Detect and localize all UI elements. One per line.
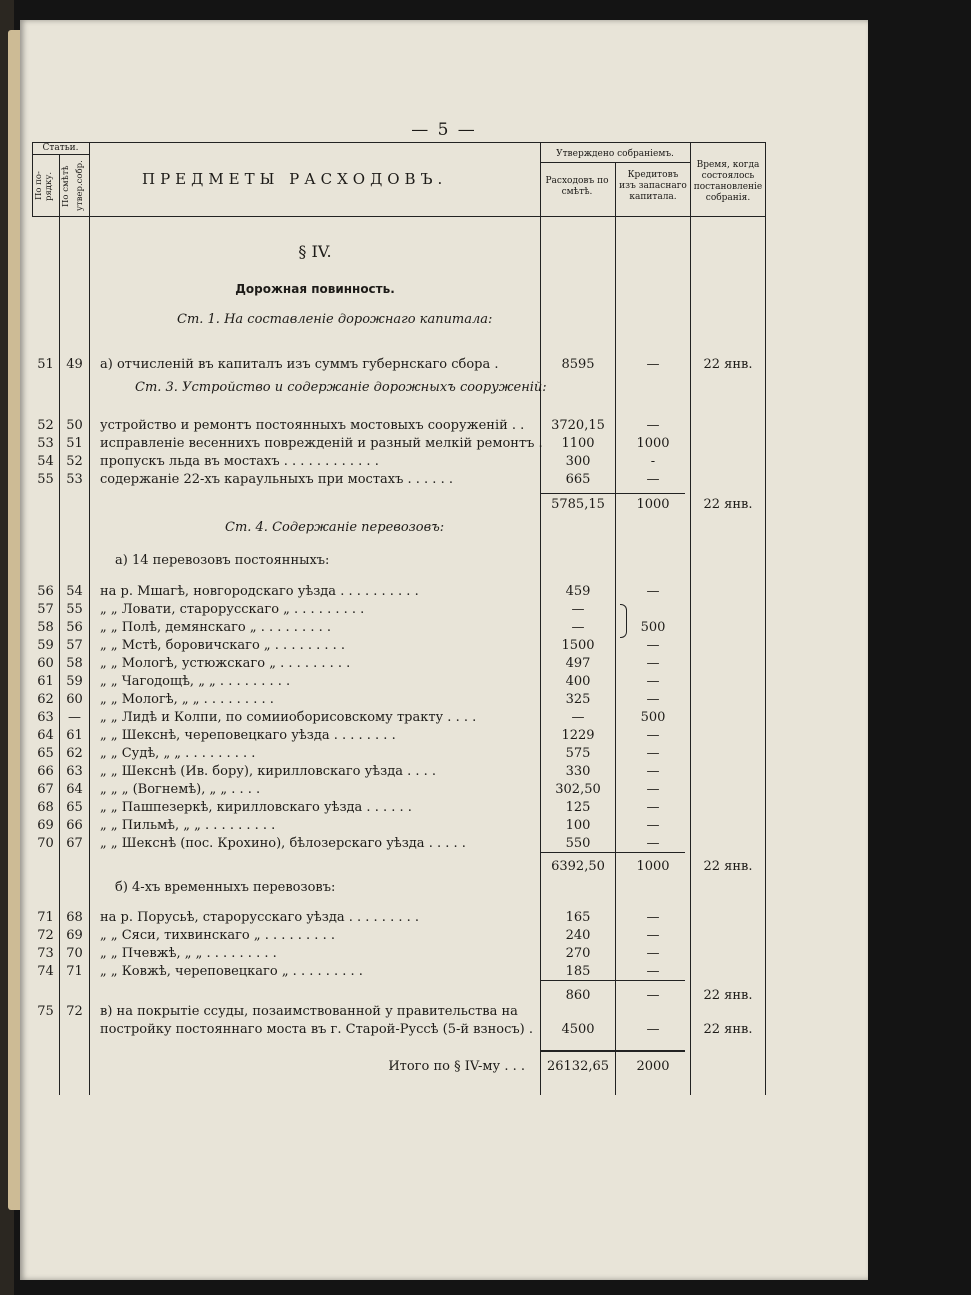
row-num-order: 62 [37, 692, 54, 707]
section-subtitle: Дорожная повинность. [235, 282, 395, 296]
row-amount: 1500 [561, 638, 595, 653]
row-description: „ „ Чагодощѣ, „ „ . . . . . . . . . [100, 674, 291, 689]
row-credit: 500 [640, 620, 666, 635]
row-description: „ „ Сяси, тихвинскаго „ . . . . . . . . . [100, 928, 335, 943]
row-num-estimate: 71 [66, 964, 83, 979]
header-kreditov: Кредитовъ изъ запаснаго капитала. [619, 170, 687, 202]
row-num-order: 73 [37, 946, 54, 961]
row-description: устройство и ремонтъ постоянныхъ мостовыхъ сооруженiй . . [100, 418, 525, 433]
subtotal-rule-2 [540, 852, 685, 853]
row-date: 22 янв. [703, 1022, 753, 1037]
row-amount: 185 [565, 964, 591, 979]
row-description: „ „ Пильмѣ, „ „ . . . . . . . . . [100, 818, 276, 833]
row-credit: — [646, 584, 660, 599]
row-num-order: 58 [37, 620, 54, 635]
row-amount: 270 [565, 946, 591, 961]
row-num-order: 69 [37, 818, 54, 833]
row-description: „ „ Ловати, старорусскаго „ . . . . . . . . . [100, 602, 365, 617]
row-date: 22 янв. [703, 497, 753, 512]
row-amount: 3720,15 [551, 418, 605, 433]
row-amount: 575 [565, 746, 591, 761]
row-description: на р. Мшагѣ, новгородскаго уѣзда . . . . . . . . . . [100, 584, 419, 599]
header-stati: Статьи. [42, 143, 79, 153]
table-right-rule [765, 142, 766, 1095]
row-credit: — [646, 764, 660, 779]
st1-heading: Ст. 1. На составленiе дорожнаго капитала: [177, 312, 493, 327]
header-po-smete: По смѣтѣ [61, 165, 71, 207]
row-date: 22 янв. [703, 859, 753, 874]
row-description: пропускъ льда въ мостахъ . . . . . . . . . . . . [100, 454, 379, 469]
row-description: „ „ Мологѣ, устюжскаго „ . . . . . . . . . [100, 656, 351, 671]
row-credit: 500 [640, 710, 666, 725]
row-num-order: 66 [37, 764, 54, 779]
row-credit: — [646, 418, 660, 433]
row-credit: — [646, 638, 660, 653]
row-amount: 1229 [561, 728, 595, 743]
row-credit: 1000 [636, 436, 670, 451]
header-utverzhdeno: Утверждено собранiемъ. [556, 149, 674, 159]
row-credit: — [646, 946, 660, 961]
row-amount: 550 [565, 836, 591, 851]
row-num-estimate: 61 [66, 728, 83, 743]
row-num-order: 56 [37, 584, 54, 599]
row-num-order: 53 [37, 436, 54, 451]
row-description: в) на покрытiе ссуды, позаимствованной у правительства на [100, 1004, 518, 1019]
total-rule [540, 1050, 685, 1052]
row-amount: 497 [565, 656, 591, 671]
row-credit: — [646, 988, 660, 1003]
row-num-order: 52 [37, 418, 54, 433]
row-num-estimate: 65 [66, 800, 83, 815]
row-description: а) отчисленiй въ капиталъ изъ суммъ губернскаго сбора . [100, 357, 499, 372]
row-num-order: 71 [37, 910, 54, 925]
row-credit: — [646, 818, 660, 833]
header-title: ПРЕДМЕТЫ РАСХОДОВЪ. [142, 170, 448, 188]
row-num-order: 59 [37, 638, 54, 653]
row-amount: 400 [565, 674, 591, 689]
row-description: „ „ Ковжѣ, череповецкаго „ . . . . . . . . . [100, 964, 363, 979]
row-num-order: 54 [37, 454, 54, 469]
row-num-estimate: 49 [66, 357, 83, 372]
row-num-order: 61 [37, 674, 54, 689]
document-page [20, 20, 868, 1280]
row-num-estimate: 58 [66, 656, 83, 671]
row-amount: 100 [565, 818, 591, 833]
row-num-estimate: — [68, 710, 81, 725]
st4-heading: Ст. 4. Содержанiе перевозовъ: [225, 520, 445, 535]
row-num-estimate: 67 [66, 836, 83, 851]
row-amount: 240 [565, 928, 591, 943]
row-description: „ „ Шекснѣ (пос. Крохино), бѣлозерскаго уѣзда . . . . . [100, 836, 466, 851]
row-description: „ „ Пашпезеркѣ, кирилловскаго уѣзда . . . . . . [100, 800, 412, 815]
row-amount: 459 [565, 584, 591, 599]
row-num-order: 63 [37, 710, 54, 725]
total-b: 2000 [636, 1059, 670, 1074]
row-description: исправленiе весеннихъ поврежденiй и разный мелкiй ремонтъ . [100, 436, 543, 451]
row-description: „ „ Лидѣ и Колпи, по сомииоборисовскому тракту . . . . [100, 710, 477, 725]
row-num-order: 64 [37, 728, 54, 743]
total-label: Итого по § IV-му . . . [388, 1059, 525, 1074]
row-num-order: 60 [37, 656, 54, 671]
row-credit: — [646, 1022, 660, 1037]
row-credit: 1000 [636, 497, 670, 512]
row-credit: — [646, 800, 660, 815]
row-num-estimate: 56 [66, 620, 83, 635]
row-amount: 300 [565, 454, 591, 469]
perm-heading: а) 14 перевозовъ постоянныхъ: [115, 553, 330, 568]
row-amount: 4500 [561, 1022, 595, 1037]
page-number: — 5 — [411, 120, 477, 140]
row-credit: — [646, 964, 660, 979]
row-credit: — [646, 692, 660, 707]
st3-heading: Ст. 3. Устройство и содержанiе дорожныхъ сооруженiй: [135, 380, 547, 395]
row-amount: 5785,15 [551, 497, 605, 512]
row-description: „ „ Полѣ, демянскаго „ . . . . . . . . . [100, 620, 331, 635]
row-amount: 325 [565, 692, 591, 707]
row-amount: 8595 [561, 357, 595, 372]
row-num-order: 74 [37, 964, 54, 979]
table-top-rule [32, 142, 765, 143]
row-description: „ „ Шекснѣ (Ив. бору), кирилловскаго уѣзда . . . . [100, 764, 437, 779]
row-num-order: 72 [37, 928, 54, 943]
row-description: „ „ Мстѣ, боровичскаго „ . . . . . . . . . [100, 638, 346, 653]
header-po-poryadku: По по-рядку. [34, 171, 54, 201]
subtotal-rule-1 [540, 493, 685, 494]
header-vremya: Время, когда состоялось постановленiе собранiя. [693, 160, 763, 203]
row-num-order: 70 [37, 836, 54, 851]
row-num-estimate: 68 [66, 910, 83, 925]
temp-heading: б) 4-хъ временныхъ перевозовъ: [115, 880, 336, 895]
row-num-estimate: 70 [66, 946, 83, 961]
row-date: 22 янв. [703, 357, 753, 372]
row-credit: — [646, 910, 660, 925]
row-description: „ „ „ (Вогнемѣ), „ „ . . . . [100, 782, 261, 797]
row-credit: — [646, 928, 660, 943]
brace [620, 604, 627, 638]
row-num-estimate: 51 [66, 436, 83, 451]
row-amount: 125 [565, 800, 591, 815]
section-label: § IV. [298, 242, 332, 261]
row-num-estimate: 57 [66, 638, 83, 653]
stati-rule [32, 154, 89, 155]
total-a: 26132,65 [546, 1059, 610, 1074]
row-amount: 665 [565, 472, 591, 487]
row-amount: 860 [565, 988, 591, 1003]
row-num-estimate: 53 [66, 472, 83, 487]
row-num-estimate: 66 [66, 818, 83, 833]
row-description: содержанiе 22-хъ караульныхъ при мостахъ . . . . . . [100, 472, 453, 487]
row-description: постройку постояннаго моста въ г. Старой-Руссѣ (5-й взносъ) . [100, 1022, 533, 1037]
row-num-estimate: 54 [66, 584, 83, 599]
row-num-estimate: 64 [66, 782, 83, 797]
row-num-estimate: 59 [66, 674, 83, 689]
row-amount: 1100 [561, 436, 595, 451]
row-num-estimate: 69 [66, 928, 83, 943]
row-credit: — [646, 472, 660, 487]
row-credit: — [646, 782, 660, 797]
row-num-order: 75 [37, 1004, 54, 1019]
header-bottom-rule [32, 216, 765, 217]
row-amount: 165 [565, 910, 591, 925]
col-rule-5 [690, 142, 691, 1095]
row-amount: 302,50 [555, 782, 601, 797]
row-credit: 1000 [636, 859, 670, 874]
row-num-estimate: 60 [66, 692, 83, 707]
row-num-estimate: 62 [66, 746, 83, 761]
row-description: на р. Порусьѣ, старорусскаго уѣзда . . . . . . . . . [100, 910, 419, 925]
row-num-order: 68 [37, 800, 54, 815]
row-num-order: 55 [37, 472, 54, 487]
row-num-order: 65 [37, 746, 54, 761]
row-description: „ „ Мологѣ, „ „ . . . . . . . . . [100, 692, 274, 707]
utverzhdeno-rule [540, 162, 690, 163]
row-amount: 330 [565, 764, 591, 779]
row-amount: — [571, 620, 585, 635]
row-credit: - [650, 454, 656, 469]
row-date: 22 янв. [703, 988, 753, 1003]
row-amount: — [571, 602, 585, 617]
row-credit: — [646, 836, 660, 851]
row-num-order: 51 [37, 357, 54, 372]
row-description: „ „ Судѣ, „ „ . . . . . . . . . [100, 746, 256, 761]
row-credit: — [646, 746, 660, 761]
row-num-estimate: 50 [66, 418, 83, 433]
row-num-estimate: 52 [66, 454, 83, 469]
row-num-order: 57 [37, 602, 54, 617]
subtotal-rule-3 [540, 980, 685, 981]
row-num-order: 67 [37, 782, 54, 797]
row-credit: — [646, 674, 660, 689]
row-amount: — [571, 710, 585, 725]
row-credit: — [646, 357, 660, 372]
row-credit: — [646, 728, 660, 743]
row-num-estimate: 72 [66, 1004, 83, 1019]
row-num-estimate: 63 [66, 764, 83, 779]
row-credit: — [646, 656, 660, 671]
row-description: „ „ Пчевжѣ, „ „ . . . . . . . . . [100, 946, 277, 961]
row-description: „ „ Шекснѣ, череповецкаго уѣзда . . . . . . . . [100, 728, 396, 743]
row-amount: 6392,50 [551, 859, 605, 874]
row-num-estimate: 55 [66, 602, 83, 617]
header-utverzh-sobr: утвер.собр. [75, 160, 85, 212]
header-rashodov: Расходовъ по смѣтѣ. [545, 176, 609, 197]
